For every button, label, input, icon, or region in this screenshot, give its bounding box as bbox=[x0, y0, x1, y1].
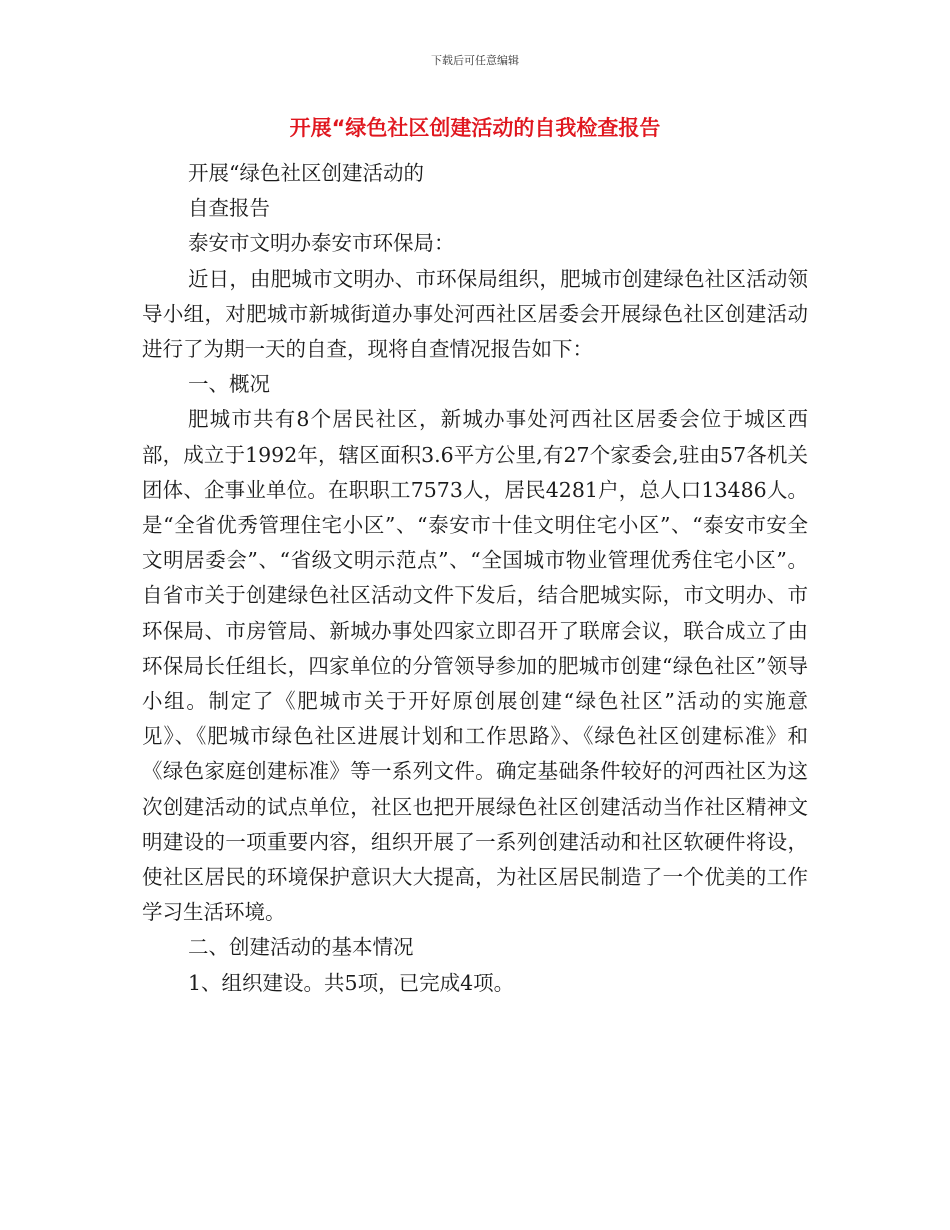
intro-paragraph: 近日，由肥城市文明办、市环保局组织，肥城市创建绿色社区活动领导小组，对肥城市新城街道办事处河西社区居委会开展绿色社区创建活动进行了为期一天的自查，现将自查情况报告如下： bbox=[142, 266, 808, 362]
section-heading-overview: 一、概况 bbox=[188, 372, 270, 397]
document-body bbox=[142, 156, 808, 1001]
section-heading-basic-situation: 二、创建活动的基本情况 bbox=[188, 935, 414, 960]
overview-paragraph: 肥城市共有8个居民社区，新城办事处河西社区居委会位于城区西部，成立于1992年，辖区面积3.6平方公里,有27个家委会,驻由57各机关团体、企事业单位。在职职工7573人，居民4281户，总人口13486人。是“全省优秀管理住宅小区”、“泰安市十佳文明住宅小区”、“泰安市安全文明居委会”、“省级文明示范点”、“全国城市物业管理优秀住宅小区”。自省市关于创建绿色社区活动文件下发后，结合肥城实际，市文明办、市环保局、市房管局、新城办事处四家立即召开了联席会议，联合成立了由环保局长任组长，四家单位的分管领导参加的肥城市创建“绿色社区”领导小组。制定了《肥城市关于开好原创展创建“绿色社区”活动的实施意见》、《肥城市绿色社区进展计划和工作思路》、《绿色社区创建标准》和《绿色家庭创建标准》等一系列文件。确定基础条件较好的河西社区为这次创建活动的试点单位，社区也把开展绿色社区创建活动当作社区精神文明建设的一项重要内容，组织开展了一系列创建活动和社区软硬件将设，使社区居民的环境保护意识大大提高，为社区居民制造了一个优美的工作学习生活环境。 bbox=[142, 407, 808, 925]
header-note: 下载后可任意编辑 bbox=[431, 54, 519, 67]
item-organization-building: 1、组织建设。共5项，已完成4项。 bbox=[188, 970, 515, 995]
addressee: 泰安市文明办泰安市环保局： bbox=[188, 231, 455, 256]
subtitle-line-2: 自查报告 bbox=[188, 196, 270, 221]
subtitle-line-1: 开展“绿色社区创建活动的 bbox=[188, 161, 424, 185]
document-title: 开展“绿色社区创建活动的自我检查报告 bbox=[289, 116, 661, 140]
